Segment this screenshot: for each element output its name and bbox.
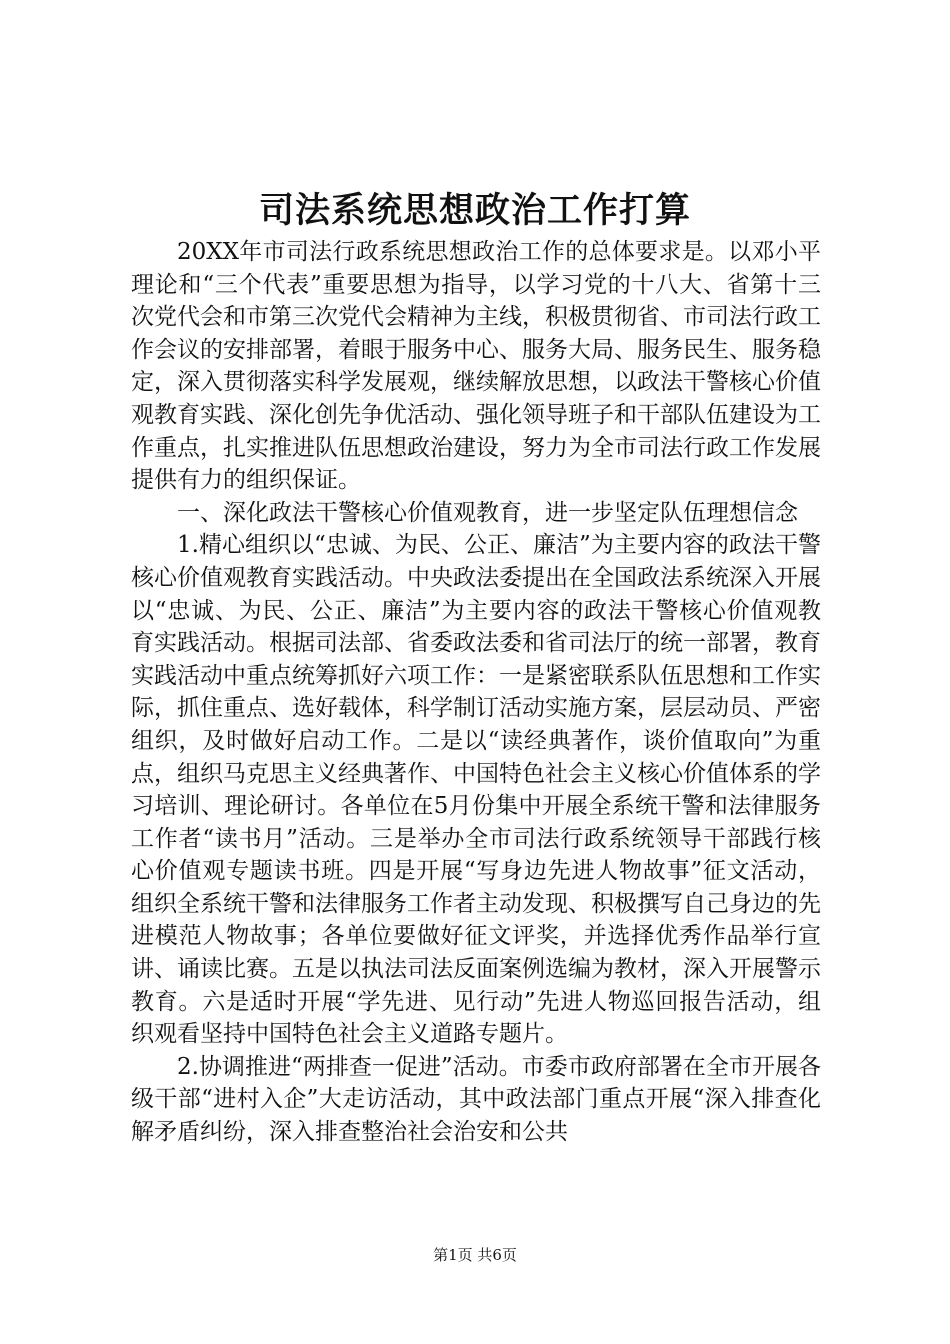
paragraph-item-1: 1.精心组织以“忠诚、为民、公正、廉洁”为主要内容的政法干警核心价值观教育实践活动。中央政法委提出在全国政法系统深入开展以“忠诚、为民、公正、廉洁”为主要内容的政法干警核心价值观教育实践活动。根据司法部、省委政法委和省司法厅的统一部署，教育实践活动中重点统筹抓好六项工作：一是紧密联系队伍思想和工作实际，抓住重点、选好载体，科学制订活动实施方案，层层动员、严密组织，及时做好启动工作。二是以“读经典著作，谈价值取向”为重点，组织马克思主义经典著作、中国特色社会主义核心价值体系的学习培训、理论研讨。各单位在5月份集中开展全系统干警和法律服务工作者“读书月”活动。三是举办全市司法行政系统领导干部践行核心价值观专题读书班。四是开展“写身边先进人物故事”征文活动，组织全系统干警和法律服务工作者主动发现、积极撰写自己身边的先进模范人物故事；各单位要做好征文评奖，并选择优秀作品举行宣讲、诵读比赛。五是以执法司法反面案例选编为教材，深入开展警示教育。六是适时开展“学先进、见行动”先进人物巡回报告活动，组织观看坚持中国特色社会主义道路专题片。 — [131, 532, 821, 1048]
document-body — [131, 236, 821, 1149]
page-number-footer: 第1页 共6页 — [433, 1246, 517, 1264]
paragraph-intro: 20XX年市司法行政系统思想政治工作的总体要求是。以邓小平理论和“三个代表”重要思想为指导，以学习党的十八大、省第十三次党代会和市第三次党代会精神为主线，积极贯彻省、市司法行政工作会议的安排部署，着眼于服务中心、服务大局、服务民生、服务稳定，深入贯彻落实科学发展观，继续解放思想，以政法干警核心价值观教育实践、深化创先争优活动、强化领导班子和干部队伍建设为工作重点，扎实推进队伍思想政治建设，努力为全市司法行政工作发展提供有力的组织保证。 — [131, 239, 821, 494]
paragraph-item-2: 2.协调推进“两排查一促进”活动。市委市政府部署在全市开展各级干部“进村入企”大走访活动，其中政法部门重点开展“深入排查化解矛盾纠纷，深入排查整治社会治安和公共 — [131, 1053, 821, 1146]
document-title: 司法系统思想政治工作打算 — [258, 190, 691, 231]
section-heading-1: 一、深化政法干警核心价值观教育，进一步坚定队伍理想信念 — [177, 499, 798, 526]
